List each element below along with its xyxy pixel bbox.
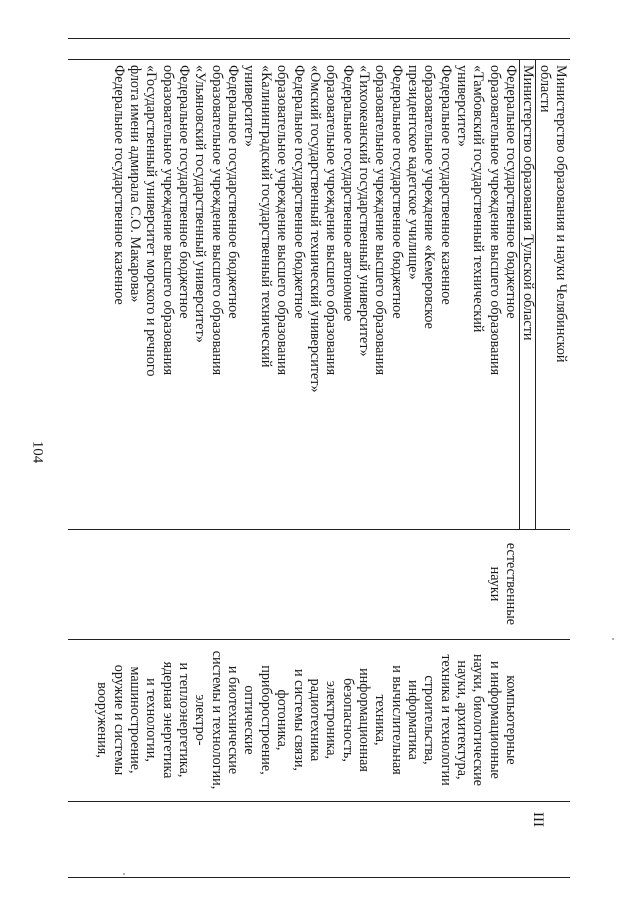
organization-line: Министерство образования и науки Челябинской — [553, 65, 569, 363]
specialty-line: и теплоэнергетика, — [176, 662, 193, 778]
specialty-line: техника и технологии — [437, 654, 454, 786]
specialty-line: информатика — [404, 680, 421, 760]
organization-line: Федеральное государственное казенное — [437, 65, 454, 305]
organization-line: образовательное учреждение высшего образования — [486, 65, 503, 376]
specialty-line: строительства, — [421, 675, 438, 765]
specialty-line: ядерная энергетика — [159, 661, 176, 779]
organization-line: «Омский государственный технический университет» — [306, 65, 323, 393]
specialties-cell — [94, 639, 519, 801]
specialty-line: информационная — [355, 668, 372, 772]
specialty-line: техника, — [372, 694, 389, 746]
organization-line: образовательное учреждение «Кемеровское — [421, 65, 438, 329]
organization-line: образовательное учреждение высшего образования — [274, 65, 291, 376]
specialty-line: системы и технологии, — [208, 650, 225, 790]
specialty-line: электроника, — [323, 680, 340, 760]
specialty-line: науки, биологические — [470, 653, 487, 786]
specialty-line: фотоника, — [274, 689, 291, 751]
organization-line: Федеральное государственное бюджетное — [503, 65, 519, 319]
rotated-table-page — [68, 38, 570, 878]
science-field-line: науки — [486, 566, 503, 602]
organization-line: университет» — [241, 65, 258, 147]
organization-line: образовательное учреждение высшего образования — [372, 65, 389, 376]
specialty-line: компьютерные — [503, 675, 519, 765]
organization-line: Федеральное государственное казенное — [110, 65, 127, 305]
specialty-line: и системы связи, — [290, 669, 307, 771]
organization-line: Федеральное государственное бюджетное — [176, 65, 193, 319]
specialty-line: оптические — [241, 685, 258, 755]
specialty-line: машиностроение, — [127, 666, 144, 774]
specialty-line: вооружения, — [94, 682, 111, 758]
specialty-line: безопасность, — [339, 678, 356, 762]
organization-line: флота имени адмирала С.О. Макарова» — [127, 65, 144, 303]
specialty-line: и технологии, — [143, 678, 160, 762]
scan-speck — [612, 638, 614, 640]
specialty-line: науки, архитектура, — [453, 660, 470, 780]
organization-cell — [520, 65, 536, 527]
organization-cell — [536, 65, 569, 527]
scan-speck — [123, 873, 125, 875]
organization-line: «Ульяновский государственный университет» — [192, 65, 209, 343]
organization-line: образовательное учреждение высшего образования — [159, 65, 176, 376]
organization-line: «Тихоокеанский государственный университет» — [355, 65, 372, 357]
specialty-line: приборостроение, — [257, 665, 274, 775]
organization-line: «Тамбовский государственный технический — [470, 65, 487, 333]
organization-line: Министерство образования Тульской области — [520, 65, 536, 341]
organization-line: образовательное учреждение высшего образования — [208, 65, 225, 376]
organization-line: области — [536, 65, 553, 113]
organization-line: Федеральное государственное бюджетное — [225, 65, 242, 319]
page-number: 104 — [29, 440, 46, 464]
data-table — [68, 38, 570, 878]
level-marker: III — [530, 812, 546, 827]
specialty-line: оружие и системы — [110, 664, 127, 776]
organization-line: Федеральное государственное автономное — [339, 65, 356, 322]
organization-cell — [110, 65, 519, 527]
science-field-line: естественные — [503, 542, 519, 626]
science-field-cell — [486, 529, 519, 639]
specialty-line: электро- — [192, 694, 209, 746]
organization-line: «Калининградский государственный технический — [257, 65, 274, 368]
organization-line: Федеральное государственное бюджетное — [388, 65, 405, 319]
organization-line: университет» — [453, 65, 470, 147]
specialty-line: и вычислительная — [388, 665, 405, 775]
organization-line: президентское кадетское училище» — [404, 65, 421, 280]
organization-line: образовательное учреждение высшего образования — [323, 65, 340, 376]
organization-line: Федеральное государственное бюджетное — [290, 65, 307, 319]
specialty-line: радиотехника — [306, 678, 323, 762]
specialty-line: и информационные — [486, 661, 503, 779]
column-rule — [68, 801, 570, 802]
organization-line: «Государственный университет морского и речного — [143, 65, 160, 377]
specialty-line: и биотехнические — [225, 665, 242, 775]
column-rule — [68, 59, 570, 60]
